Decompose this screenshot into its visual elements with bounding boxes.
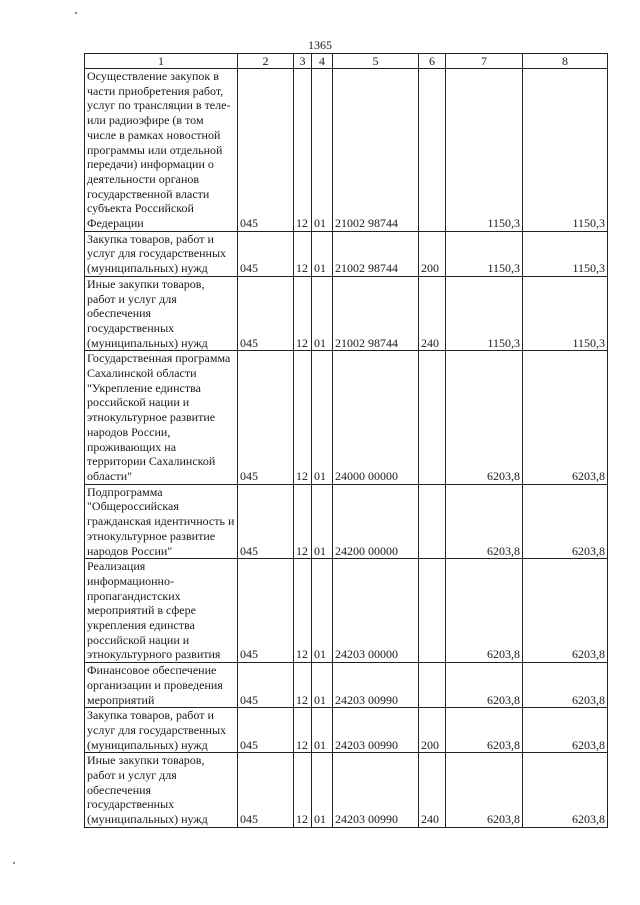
expense-name: Закупка товаров, работ и услуг для государственных (муниципальных) нужд xyxy=(85,708,238,753)
amount-col7: 6203,8 xyxy=(446,708,523,753)
expense-type-code xyxy=(419,559,446,663)
expense-type-code: 240 xyxy=(419,753,446,828)
section-code: 12 xyxy=(294,484,312,559)
table-row xyxy=(85,663,608,708)
table-row xyxy=(85,231,608,276)
column-header: 8 xyxy=(523,54,608,69)
expense-name: Подпрограмма "Общероссийская гражданская идентичность и этнокультурное развитие народов России" xyxy=(85,484,238,559)
target-article-code: 24000 00000 xyxy=(333,351,419,484)
subsection-code: 01 xyxy=(312,276,333,351)
ministry-code: 045 xyxy=(238,351,294,484)
expense-name: Закупка товаров, работ и услуг для государственных (муниципальных) нужд xyxy=(85,231,238,276)
target-article-code: 21002 98744 xyxy=(333,69,419,232)
target-article-code: 21002 98744 xyxy=(333,231,419,276)
section-code: 12 xyxy=(294,708,312,753)
expense-name: Осуществление закупок в части приобретения работ, услуг по трансляции в теле- или радиоэфире (в том числе в рамках новостной программы или отдельной передачи) информации о деятельности органов государственной власти субъекта Российской Федерации xyxy=(85,69,238,232)
section-code: 12 xyxy=(294,663,312,708)
expense-name: Реализация информационно-пропагандистских мероприятий в сфере укрепления единства российской нации и этнокультурного развития xyxy=(85,559,238,663)
amount-col7: 1150,3 xyxy=(446,276,523,351)
table-row xyxy=(85,559,608,663)
column-header: 4 xyxy=(312,54,333,69)
expense-type-code: 200 xyxy=(419,231,446,276)
amount-col8: 6203,8 xyxy=(523,753,608,828)
amount-col8: 1150,3 xyxy=(523,231,608,276)
expense-name: Иные закупки товаров, работ и услуг для обеспечения государственных (муниципальных) нужд xyxy=(85,753,238,828)
header-row xyxy=(85,54,608,69)
column-header: 1 xyxy=(85,54,238,69)
amount-col7: 1150,3 xyxy=(446,69,523,232)
expense-name: Финансовое обеспечение организации и проведения мероприятий xyxy=(85,663,238,708)
expense-type-code: 200 xyxy=(419,708,446,753)
table-row xyxy=(85,69,608,232)
table-row xyxy=(85,351,608,484)
section-code: 12 xyxy=(294,351,312,484)
ministry-code: 045 xyxy=(238,231,294,276)
column-header: 5 xyxy=(333,54,419,69)
amount-col8: 6203,8 xyxy=(523,351,608,484)
target-article-code: 24203 00990 xyxy=(333,663,419,708)
ministry-code: 045 xyxy=(238,663,294,708)
subsection-code: 01 xyxy=(312,351,333,484)
expense-type-code: 240 xyxy=(419,276,446,351)
expense-type-code xyxy=(419,69,446,232)
expense-type-code xyxy=(419,663,446,708)
subsection-code: 01 xyxy=(312,559,333,663)
expense-type-code xyxy=(419,351,446,484)
section-code: 12 xyxy=(294,753,312,828)
column-header: 7 xyxy=(446,54,523,69)
ministry-code: 045 xyxy=(238,753,294,828)
amount-col8: 6203,8 xyxy=(523,708,608,753)
ministry-code: 045 xyxy=(238,559,294,663)
ministry-code: 045 xyxy=(238,69,294,232)
subsection-code: 01 xyxy=(312,484,333,559)
amount-col7: 6203,8 xyxy=(446,351,523,484)
ministry-code: 045 xyxy=(238,484,294,559)
column-header: 2 xyxy=(238,54,294,69)
table-row xyxy=(85,708,608,753)
scan-speck xyxy=(13,862,15,864)
table-row xyxy=(85,484,608,559)
amount-col7: 1150,3 xyxy=(446,231,523,276)
section-code: 12 xyxy=(294,276,312,351)
budget-table xyxy=(84,53,608,828)
section-code: 12 xyxy=(294,559,312,663)
target-article-code: 24203 00990 xyxy=(333,708,419,753)
amount-col8: 6203,8 xyxy=(523,559,608,663)
section-code: 12 xyxy=(294,231,312,276)
target-article-code: 24203 00000 xyxy=(333,559,419,663)
section-code: 12 xyxy=(294,69,312,232)
ministry-code: 045 xyxy=(238,708,294,753)
expense-name: Государственная программа Сахалинской области "Укрепление единства российской нации и этнокультурное развитие народов России, проживающих на территории Сахалинской области" xyxy=(85,351,238,484)
subsection-code: 01 xyxy=(312,69,333,232)
subsection-code: 01 xyxy=(312,231,333,276)
table-row xyxy=(85,276,608,351)
target-article-code: 24203 00990 xyxy=(333,753,419,828)
amount-col7: 6203,8 xyxy=(446,559,523,663)
subsection-code: 01 xyxy=(312,708,333,753)
amount-col8: 6203,8 xyxy=(523,663,608,708)
ministry-code: 045 xyxy=(238,276,294,351)
target-article-code: 21002 98744 xyxy=(333,276,419,351)
scan-speck xyxy=(75,12,77,14)
expense-name: Иные закупки товаров, работ и услуг для обеспечения государственных (муниципальных) нужд xyxy=(85,276,238,351)
page-number: 1365 xyxy=(308,38,332,52)
amount-col7: 6203,8 xyxy=(446,484,523,559)
column-header: 3 xyxy=(294,54,312,69)
expense-type-code xyxy=(419,484,446,559)
amount-col8: 1150,3 xyxy=(523,69,608,232)
table-row xyxy=(85,753,608,828)
target-article-code: 24200 00000 xyxy=(333,484,419,559)
subsection-code: 01 xyxy=(312,663,333,708)
amount-col8: 6203,8 xyxy=(523,484,608,559)
amount-col7: 6203,8 xyxy=(446,753,523,828)
column-header: 6 xyxy=(419,54,446,69)
amount-col7: 6203,8 xyxy=(446,663,523,708)
subsection-code: 01 xyxy=(312,753,333,828)
amount-col8: 1150,3 xyxy=(523,276,608,351)
